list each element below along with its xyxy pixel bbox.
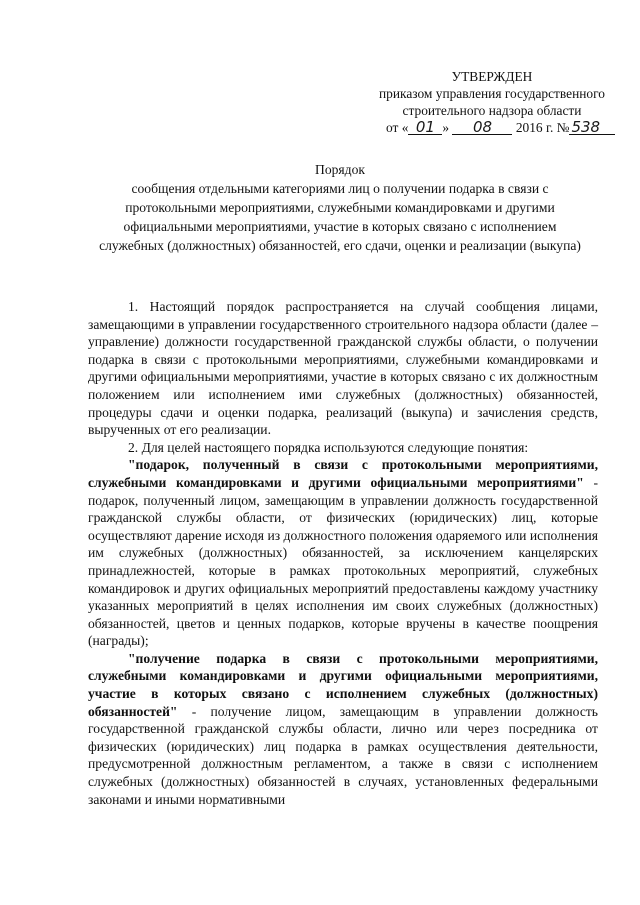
definition-2: - получение лицом, замещающим в управлении должность государственной гражданской службы области, лично или через посредника от физических (юридических) лиц подарка в рамках осуществления деятельности, предусмотренной должностным регламентом, а также в связи с исполнением служебных (должностных) обязанностей в случаях, установленных федеральными законами и иными нормативными (88, 703, 598, 807)
handwritten-number: 538 (569, 120, 615, 135)
paragraph-2: 2. Для целей настоящего порядка используются следующие понятия: (128, 439, 529, 455)
paragraph-4 (88, 650, 598, 808)
handwritten-day: 01 (408, 120, 442, 135)
paragraph-1: 1. Настоящий порядок распространяется на случай сообщения лицами, замещающими в управлении государственного строительного надзора области (далее – управление) должности государственной гражданской службы области, о получении подарка в связи с протокольными мероприятиями, служебными командировками и другими официальными мероприятиями, участие в которых связано с их должностным положением или исполнением ими служебных (должностных) обязанностей, процедуры сдачи и оценки подарка, реализаций (выкупа) и зачисления средств, вырученных от его реализации. (88, 299, 598, 438)
date-mid: » (442, 120, 450, 135)
definition-1: - подарок, полученный лицом, замещающим в управлении должность государственной гражданской службы области, от физических (юридических) лиц, которые осуществляют дарение исходя из должностного положения одаряемого или исполнения им служебных (должностных) обязанностей, за исключением канцелярских принадлежностей, которые в рамках протокольных мероприятий, служебных командировок и других официальных мероприятий предоставлены каждому участнику указанных мероприятий в целях исполнения им своих служебных (должностных) обязанностей, цветов и ценных подарков, которые вручены в качестве поощрения (награды); (88, 474, 598, 649)
term-2: "получение подарка в связи с протокольными мероприятиями, служебными командировками и другими официальными мероприятиями, участие в которых связано с исполнением служебных (должностных) обязанностей" (88, 650, 598, 719)
approval-stamp (372, 68, 612, 136)
approval-line-1: приказом управления государственного (379, 86, 605, 101)
approval-title: УТВЕРЖДЕН (451, 69, 533, 84)
document-body (88, 298, 598, 808)
heading-subtitle: сообщения отдельными категориями лиц о получении подарка в связи с протокольными мероприятиями, служебными командировками и другими официальными мероприятиями, участие в которых связано с исполнением служебных (должностных) обязанностей, его сдачи, оценки и реализации (выкупа) (99, 181, 581, 253)
handwritten-month: 08 (452, 120, 512, 135)
heading-title: Порядок (315, 162, 365, 177)
approval-line-2: строительного надзора области (402, 103, 582, 118)
approval-date-line (372, 119, 612, 136)
date-prefix: от « (386, 120, 409, 135)
document-heading (90, 160, 590, 255)
paragraph-3 (88, 456, 598, 650)
date-year: 2016 г. № (515, 120, 570, 135)
term-1: "подарок, полученный в связи с протокольными мероприятиями, служебными командировками и другими официальными мероприятиями" (88, 457, 598, 490)
